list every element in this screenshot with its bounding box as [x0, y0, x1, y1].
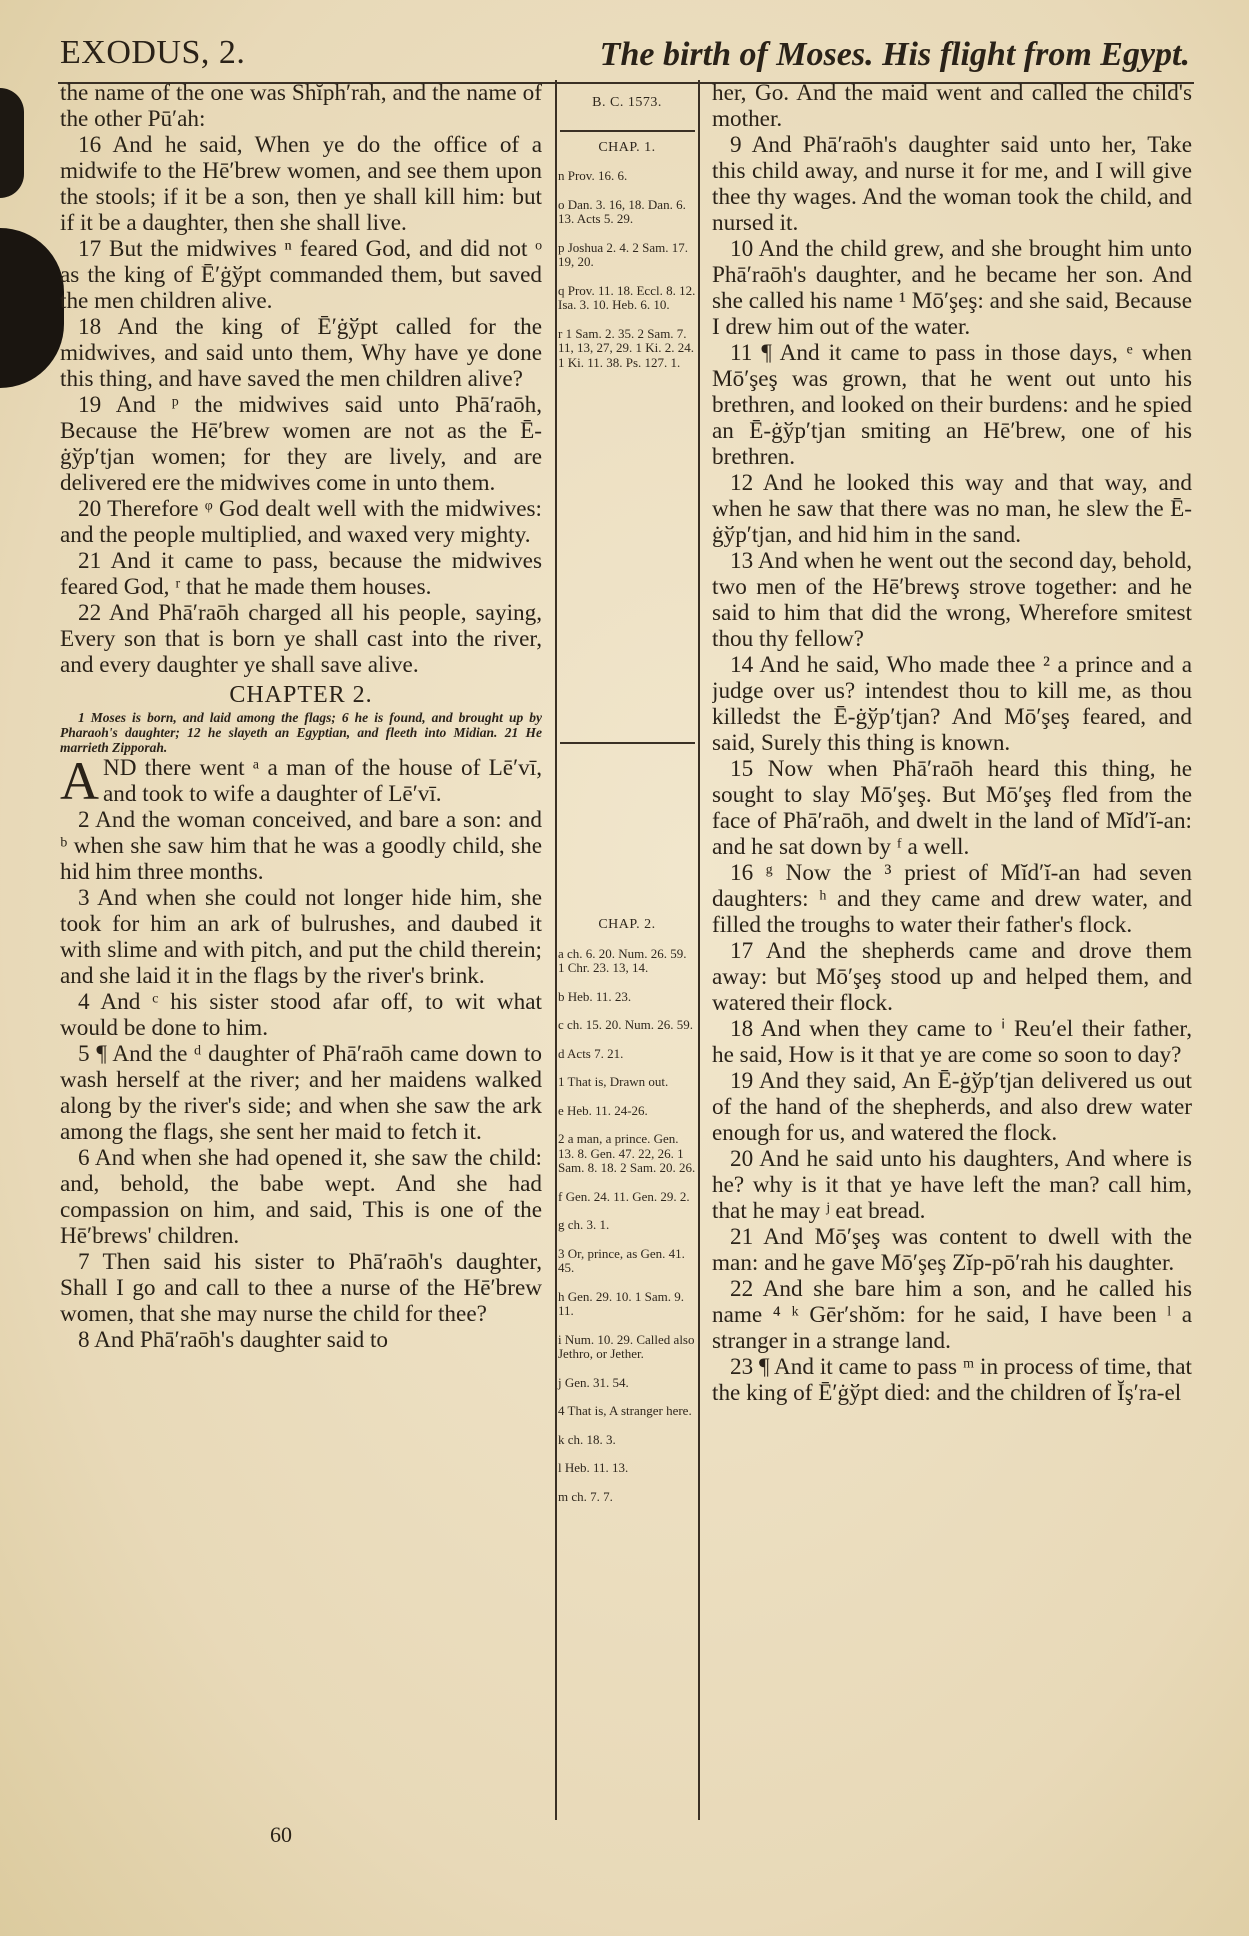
text-column-left — [60, 80, 542, 1820]
margin-references-top — [558, 96, 696, 384]
page-subject-heading: The birth of Moses. His flight from Egypt. — [599, 36, 1190, 73]
binding-mark — [0, 88, 24, 198]
cross-reference: n Prov. 16. 6. — [558, 168, 628, 183]
verse: 20 Therefore ᵠ God dealt well with the midwives: and the people multiplied, and waxed very mighty. — [60, 496, 542, 548]
margin-references-bottom — [558, 918, 696, 1518]
cross-reference: a ch. 6. 20. Num. 26. 59. 1 Chr. 23. 13, 14. — [558, 945, 687, 975]
verse: 12 And he looked this way and that way, and when he saw that there was no man, he slew the Ē-ġўp′tjan, and hid him in the sand. — [712, 470, 1192, 548]
verse-1-text: ND there went ᵃ a man of the house of Lē′vī, and took to wife a daughter of Lē′vī. — [103, 755, 542, 807]
verse: 17 But the midwives ⁿ feared God, and did not ᵒ as the king of Ē′ġўpt commanded them, but saved the men children alive. — [60, 236, 542, 314]
verse: 10 And the child grew, and she brought him unto Phā′raōh's daughter, and he became her son. And she called his name ¹ Mō′şeş: and she said, Because I drew him out of the water. — [712, 236, 1192, 340]
verse: 5 ¶ And the ᵈ daughter of Phā′raōh came down to wash herself at the river; and her maidens walked along by the river's side; and when she saw the ark among the flags, she sent her maid to fetch it. — [60, 1041, 542, 1145]
chap-2-reference-list — [558, 947, 696, 1505]
verse: 22 And Phā′raōh charged all his people, saying, Every son that is born ye shall cast into the river, and every daughter ye shall save alive. — [60, 600, 542, 678]
chap-2-label: CHAP. 2. — [598, 917, 656, 932]
cross-reference: l Heb. 11. 13. — [558, 1460, 629, 1475]
cross-reference: 3 Or, prince, as Gen. 41. 45. — [558, 1245, 685, 1275]
cross-reference: m ch. 7. 7. — [558, 1488, 613, 1504]
verse: 18 And the king of Ē′ġўpt called for the midwives, and said unto them, Why have ye done this thing, and have saved the men children alive? — [60, 314, 542, 392]
chapter-2-verses-right — [712, 80, 1192, 1406]
cross-reference: c ch. 15. 20. Num. 26. 59. — [558, 1017, 694, 1032]
verse: 8 And Phā′raōh's daughter said to — [78, 1327, 388, 1353]
margin-rule-middle — [560, 742, 695, 744]
verse: 23 ¶ And it came to pass ᵐ in process of time, that the king of Ē′ġўpt died: and the children of Ĭş′ra-el — [712, 1354, 1192, 1406]
column-rule-left — [555, 80, 557, 1820]
cross-reference: r 1 Sam. 2. 35. 2 Sam. 7. 11, 13, 27, 29. 1 Ki. 2. 24. 1 Ki. 11. 38. Ps. 127. 1. — [558, 325, 695, 370]
verse: 9 And Phā′raōh's daughter said unto her, Take this child away, and nurse it for me, and I will give thee thy wages. And the woman took the child, and nursed it. — [712, 132, 1192, 236]
cross-reference: 4 That is, A stranger here. — [558, 1403, 692, 1418]
verse: 6 And when she had opened it, she saw the child: and, behold, the babe wept. And she had compassion on him, and said, This is one of the Hē′brews' children. — [60, 1145, 542, 1249]
cross-reference: 2 a man, a prince. Gen. 13. 8. Gen. 47. 22, 26. 1 Sam. 8. 18. 2 Sam. 20. 26. — [558, 1131, 696, 1175]
cross-reference: q Prov. 11. 18. Eccl. 8. 12. Isa. 3. 10. Heb. 6. 10. — [558, 282, 696, 312]
verse: 16 And he said, When ye do the office of a midwife to the Hē′brew women, and see them upon the stools; if it be a son, then ye shall kill him: but if it be a daughter, then she shall live. — [60, 132, 542, 236]
cross-reference: b Heb. 11. 23. — [558, 988, 632, 1004]
verse: her, Go. And the maid went and called the child's mother. — [712, 80, 1192, 132]
chapter-1-verses — [60, 80, 542, 678]
verse: 20 And he said unto his daughters, And where is he? why is it that ye have left the man? call him, that he may ʲ eat bread. — [712, 1146, 1192, 1224]
verse: 13 And when he went out the second day, behold, two men of the Hē′brewş strove together: and he said to him that did the wrong, Wherefore smitest thou thy fellow? — [712, 548, 1192, 652]
column-rule-right — [698, 80, 700, 1820]
book-chapter-heading: EXODUS, 2. — [60, 34, 246, 71]
verse: 3 And when she could not longer hide him, she took for him an ark of bulrushes, and daubed it with slime and with pitch, and put the child therein; and she laid it in the flags by the river's brink. — [60, 885, 542, 989]
verse: 14 And he said, Who made thee ² a prince and a judge over us? intendest thou to kill me, as thou killedst the Ē-ġўp′tjan? And Mō′şeş feared, and said, Surely this thing is known. — [712, 652, 1192, 756]
thumb-index-tab — [0, 228, 64, 388]
cross-reference: o Dan. 3. 16, 18. Dan. 6. 13. Acts 5. 29. — [558, 196, 686, 226]
cross-reference: h Gen. 29. 10. 1 Sam. 9. 11. — [558, 1288, 685, 1318]
verse: 2 And the woman conceived, and bare a son: and ᵇ when she saw him that he was a goodly child, she hid him three months. — [60, 807, 542, 885]
chapter-title: CHAPTER 2. — [229, 682, 373, 708]
date-label: B. C. 1573. — [592, 95, 662, 110]
verse: 19 And ᵖ the midwives said unto Phā′raōh, Because the Hē′brew women are not as the Ē-ġўp′tjan women; for they are lively, and are delivered ere the midwives come in unto them. — [60, 392, 542, 496]
verse: 7 Then said his sister to Phā′raōh's daughter, Shall I go and call to thee a nurse of the Hē′brew women, that she may nurse the child for thee? — [60, 1249, 542, 1327]
running-header — [58, 30, 1194, 84]
verse: 15 Now when Phā′raōh heard this thing, he sought to slay Mō′şeş. But Mō′şeş fled from the face of Phā′raōh, and dwelt in the land of Mĭd′ĭ-an: and he sat down by ᶠ a well. — [712, 756, 1192, 860]
verse: 4 And ᶜ his sister stood afar off, to wit what would be done to him. — [60, 989, 542, 1041]
cross-reference: p Joshua 2. 4. 2 Sam. 17. 19, 20. — [558, 239, 688, 269]
cross-reference: f Gen. 24. 11. Gen. 29. 2. — [558, 1188, 690, 1204]
chapter-2-verses-left — [60, 807, 542, 1353]
cross-reference: d Acts 7. 21. — [558, 1045, 624, 1061]
verse-1 — [60, 751, 542, 811]
verse: 22 And she bare him a son, and he called his name ⁴ ᵏ Gēr′shŏm: for he said, I have been ˡ a stranger in a strange land. — [712, 1276, 1192, 1354]
cross-reference: i Num. 10. 29. Called also Jethro, or Jether. — [558, 1331, 695, 1361]
verse: 18 And when they came to ⁱ Reu′el their father, he said, How is it that ye are come so soon to day? — [712, 1016, 1192, 1068]
verse: the name of the one was Shĭph′rah, and the name of the other Pū′ah: — [60, 80, 542, 132]
verse: 21 And it came to pass, because the midwives feared God, ʳ that he made them houses. — [60, 548, 542, 600]
chap-1-reference-list — [558, 169, 696, 370]
chap-1-label: CHAP. 1. — [598, 139, 656, 155]
cross-reference: k ch. 18. 3. — [558, 1431, 616, 1447]
verse: 11 ¶ And it came to pass in those days, ᵉ when Mō′şeş was grown, that he went out unto his brethren, and looked on their burdens: and he spied an Ē-ġўp′tjan smiting an Hē′brew, one of his brethren. — [712, 340, 1192, 470]
text-column-right — [712, 80, 1192, 1820]
cross-reference: 1 That is, Drawn out. — [558, 1074, 669, 1089]
cross-reference: e Heb. 11. 24-26. — [558, 1102, 648, 1118]
page-number: 60 — [270, 1822, 292, 1847]
verse: 16 ᵍ Now the ³ priest of Mĭd′ĭ-an had seven daughters: ʰ and they came and drew water, and filled the troughs to water their father's flock. — [712, 860, 1192, 938]
drop-cap: A — [60, 751, 99, 811]
cross-reference: j Gen. 31. 54. — [558, 1374, 629, 1390]
chapter-summary: 1 Moses is born, and laid among the flags; 6 he is found, and brought up by Pharaoh's daughter; 12 he slayeth an Egyptian, and fleeth into Midian. 21 He marrieth Zipporah. — [60, 710, 542, 755]
verse: 21 And Mō′şeş was content to dwell with the man: and he gave Mō′şeş Zĭp-pō′rah his daughter. — [712, 1224, 1192, 1276]
verse: 19 And they said, An Ē-ġўp′tjan delivered us out of the hand of the shepherds, and also drew water enough for us, and watered the flock. — [712, 1068, 1192, 1146]
verse: 17 And the shepherds came and drove them away: but Mō′şeş stood up and helped them, and watered their flock. — [712, 938, 1192, 1016]
cross-reference: g ch. 3. 1. — [558, 1217, 610, 1232]
